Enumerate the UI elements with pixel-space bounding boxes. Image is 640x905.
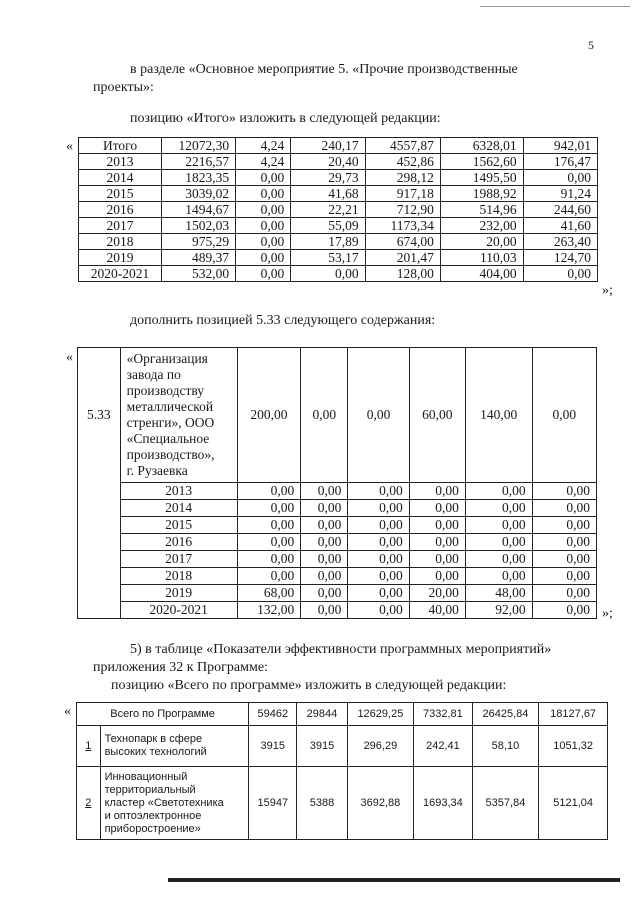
value-cell: 0,00	[409, 517, 465, 534]
value-cell: 7332,81	[414, 703, 472, 726]
row-label: 2013	[79, 154, 162, 170]
value-cell: 1173,34	[365, 218, 440, 234]
value-cell: 232,00	[440, 218, 523, 234]
value-cell: 0,00	[523, 266, 597, 282]
empty-cell	[78, 568, 121, 585]
value-cell: 176,47	[523, 154, 597, 170]
description-line: высоких технологий	[104, 746, 207, 758]
description-line: Технопарк в сфере	[104, 733, 203, 745]
value-cell: 12072,30	[162, 138, 236, 154]
value-cell: 0,00	[301, 500, 348, 517]
table-row	[79, 266, 598, 282]
value-cell: 712,90	[365, 202, 440, 218]
value-cell: 263,40	[523, 234, 597, 250]
value-cell: 29,73	[291, 170, 365, 186]
value-cell: 55,09	[291, 218, 365, 234]
empty-cell	[78, 500, 121, 517]
value-cell: 1562,60	[440, 154, 523, 170]
value-cell: 59462	[249, 703, 297, 726]
value-cell: 0,00	[348, 602, 409, 619]
value-cell: 1988,92	[440, 186, 523, 202]
value-cell: 110,03	[440, 250, 523, 266]
value-cell: 0,00	[301, 585, 348, 602]
value-cell: 1823,35	[162, 170, 236, 186]
description-line: «Организация	[126, 351, 208, 366]
row-number: 2	[77, 767, 101, 840]
value-cell: 0,00	[237, 568, 301, 585]
value-cell: 0,00	[301, 568, 348, 585]
table-row	[78, 517, 597, 534]
empty-cell	[78, 585, 121, 602]
value-cell: 489,37	[162, 250, 236, 266]
row-label: 2018	[120, 568, 237, 585]
value-cell: 3915	[249, 726, 297, 767]
value-cell: 0,00	[236, 266, 291, 282]
table-row	[78, 500, 597, 517]
table-row	[79, 186, 598, 202]
value-cell: 0,00	[532, 585, 596, 602]
value-cell: 91,24	[523, 186, 597, 202]
value-cell: 514,96	[440, 202, 523, 218]
value-cell: 132,00	[237, 602, 301, 619]
value-cell: 2216,57	[162, 154, 236, 170]
value-cell: 18127,67	[539, 703, 608, 726]
table-row	[77, 767, 608, 840]
value-cell: 0,00	[532, 568, 596, 585]
value-cell: 0,00	[348, 500, 409, 517]
value-cell: 0,00	[348, 585, 409, 602]
value-cell: 1502,03	[162, 218, 236, 234]
value-cell: 48,00	[465, 585, 532, 602]
table-row	[78, 585, 597, 602]
row-label: 2018	[79, 234, 162, 250]
table1-open-quote: «	[66, 139, 73, 154]
value-cell: 674,00	[365, 234, 440, 250]
value-cell: 41,60	[523, 218, 597, 234]
empty-cell	[78, 534, 121, 551]
value-cell: 0,00	[301, 551, 348, 568]
value-cell: 58,10	[472, 726, 539, 767]
value-cell: 0,00	[348, 568, 409, 585]
total-label: Всего по Программе	[77, 703, 249, 726]
value-cell: 3692,88	[347, 767, 414, 840]
value-cell: 22,21	[291, 202, 365, 218]
value-cell: 452,86	[365, 154, 440, 170]
table-position-5-33	[77, 347, 597, 619]
intro-line-2: проекты»:	[93, 80, 154, 95]
table-row	[79, 234, 598, 250]
table-row	[78, 534, 597, 551]
value-cell: 92,00	[465, 602, 532, 619]
section5-line-1: 5) в таблице «Показатели эффективности программных мероприятий»	[130, 642, 552, 657]
table-itogo	[78, 137, 598, 282]
value-cell: 0,00	[409, 483, 465, 500]
row-label: 2015	[79, 186, 162, 202]
table3-open-quote: «	[64, 704, 71, 719]
value-cell: 0,00	[409, 500, 465, 517]
value-cell: 0,00	[348, 534, 409, 551]
value-cell: 0,00	[236, 186, 291, 202]
value-cell: 6328,01	[440, 138, 523, 154]
table-row	[79, 202, 598, 218]
value-cell: 128,00	[365, 266, 440, 282]
value-cell: 5121,04	[539, 767, 608, 840]
description-line: территориальный	[104, 783, 196, 796]
value-cell: 0,00	[409, 551, 465, 568]
value-cell: 0,00	[236, 234, 291, 250]
value-cell: 1495,50	[440, 170, 523, 186]
value-cell: 124,70	[523, 250, 597, 266]
value-cell: 20,40	[291, 154, 365, 170]
value-cell: 0,00	[465, 517, 532, 534]
row-label: 2017	[79, 218, 162, 234]
value-cell: 5388	[297, 767, 347, 840]
table-row	[78, 551, 597, 568]
value-cell: 0,00	[465, 483, 532, 500]
table-row	[79, 250, 598, 266]
empty-cell	[78, 551, 121, 568]
value-cell: 0,00	[532, 517, 596, 534]
value-cell: 0,00	[237, 483, 301, 500]
table1-close-mark: »;	[602, 283, 613, 298]
description-line: производство»,	[126, 447, 215, 462]
description-line: г. Рузаевка	[126, 463, 188, 478]
value-cell: 3039,02	[162, 186, 236, 202]
value-cell: 0,00	[465, 500, 532, 517]
value-cell: 0,00	[465, 551, 532, 568]
description-line: Инновационный	[104, 770, 188, 783]
value-cell: 12629,25	[347, 703, 414, 726]
table-row	[77, 726, 608, 767]
row-description	[100, 726, 249, 767]
intro-line-3: позицию «Итого» изложить в следующей редакции:	[130, 111, 441, 126]
table-row	[79, 138, 598, 154]
value-cell: 942,01	[523, 138, 597, 154]
value-cell: 1494,67	[162, 202, 236, 218]
value-cell: 4,24	[236, 154, 291, 170]
value-cell: 0,00	[532, 534, 596, 551]
row-label: 2016	[120, 534, 237, 551]
empty-cell	[78, 602, 121, 619]
value-cell: 404,00	[440, 266, 523, 282]
table-row	[79, 154, 598, 170]
table-row	[79, 170, 598, 186]
table-row	[78, 568, 597, 585]
value-cell: 0,00	[301, 534, 348, 551]
value-cell: 0,00	[237, 551, 301, 568]
value-cell: 20,00	[409, 585, 465, 602]
row-label: 2017	[120, 551, 237, 568]
value-cell: 0,00	[236, 250, 291, 266]
value-cell: 41,68	[291, 186, 365, 202]
row-description	[100, 767, 249, 840]
value-cell: 242,41	[414, 726, 472, 767]
value-cell: 0,00	[301, 602, 348, 619]
value-cell: 0,00	[301, 348, 348, 483]
value-cell: 0,00	[348, 551, 409, 568]
value-cell: 0,00	[348, 348, 409, 483]
empty-cell	[78, 483, 121, 500]
value-cell: 0,00	[236, 218, 291, 234]
value-cell: 0,00	[291, 266, 365, 282]
row-label: Итого	[79, 138, 162, 154]
description-line: завода по	[126, 367, 181, 382]
value-cell: 0,00	[409, 568, 465, 585]
value-cell: 975,29	[162, 234, 236, 250]
table2-close-mark: »;	[602, 606, 613, 621]
value-cell: 201,47	[365, 250, 440, 266]
value-cell: 29844	[297, 703, 347, 726]
value-cell: 68,00	[237, 585, 301, 602]
value-cell: 1693,34	[414, 767, 472, 840]
table-row	[77, 703, 608, 726]
value-cell: 40,00	[409, 602, 465, 619]
value-cell: 0,00	[237, 534, 301, 551]
value-cell: 0,00	[236, 170, 291, 186]
value-cell: 0,00	[532, 500, 596, 517]
value-cell: 0,00	[237, 517, 301, 534]
intro-line-1: в разделе «Основное мероприятие 5. «Прочие производственные	[130, 62, 518, 77]
value-cell: 0,00	[465, 534, 532, 551]
description-line: и оптоэлектронное	[104, 809, 202, 822]
row-label: 2020-2021	[120, 602, 237, 619]
value-cell: 0,00	[409, 534, 465, 551]
empty-cell	[78, 517, 121, 534]
table-row	[78, 602, 597, 619]
position-number: 5.33	[78, 348, 121, 483]
mid-text: дополнить позицией 5.33 следующего содержания:	[130, 313, 436, 328]
value-cell: 0,00	[532, 551, 596, 568]
row-number: 1	[77, 726, 101, 767]
page-number: 5	[588, 38, 594, 52]
table-effectiveness	[76, 702, 608, 840]
value-cell: 0,00	[465, 568, 532, 585]
value-cell: 26425,84	[472, 703, 539, 726]
description-line: «Специальное	[126, 431, 210, 446]
value-cell: 0,00	[348, 517, 409, 534]
row-label: 2019	[120, 585, 237, 602]
description-line: кластер «Светотехника	[104, 796, 224, 809]
row-label: 2019	[79, 250, 162, 266]
value-cell: 244,60	[523, 202, 597, 218]
row-label: 2016	[79, 202, 162, 218]
value-cell: 0,00	[532, 348, 596, 483]
value-cell: 0,00	[237, 500, 301, 517]
table2-open-quote: «	[66, 350, 73, 365]
value-cell: 60,00	[409, 348, 465, 483]
value-cell: 917,18	[365, 186, 440, 202]
top-rule	[480, 6, 630, 7]
table-row	[78, 483, 597, 500]
value-cell: 200,00	[237, 348, 301, 483]
value-cell: 4557,87	[365, 138, 440, 154]
value-cell: 15947	[249, 767, 297, 840]
value-cell: 5357,84	[472, 767, 539, 840]
value-cell: 53,17	[291, 250, 365, 266]
row-label: 2013	[120, 483, 237, 500]
value-cell: 240,17	[291, 138, 365, 154]
value-cell: 296,29	[347, 726, 414, 767]
value-cell: 532,00	[162, 266, 236, 282]
value-cell: 0,00	[348, 483, 409, 500]
value-cell: 3915	[297, 726, 347, 767]
position-description	[120, 348, 237, 483]
value-cell: 1051,32	[539, 726, 608, 767]
description-line: стренги», ООО	[126, 415, 215, 430]
row-label: 2014	[79, 170, 162, 186]
table-row	[78, 348, 597, 483]
value-cell: 140,00	[465, 348, 532, 483]
row-label: 2014	[120, 500, 237, 517]
description-line: приборостроение»	[104, 822, 201, 835]
bottom-rule	[168, 878, 620, 882]
value-cell: 0,00	[236, 202, 291, 218]
section5-line-2: приложения 32 к Программе:	[93, 660, 268, 675]
section5-line-3: позицию «Всего по программе» изложить в следующей редакции:	[111, 678, 507, 693]
value-cell: 4,24	[236, 138, 291, 154]
value-cell: 0,00	[532, 602, 596, 619]
value-cell: 0,00	[301, 517, 348, 534]
description-line: металлической	[126, 399, 214, 414]
value-cell: 0,00	[523, 170, 597, 186]
value-cell: 0,00	[532, 483, 596, 500]
value-cell: 0,00	[301, 483, 348, 500]
value-cell: 17,89	[291, 234, 365, 250]
row-label: 2020-2021	[79, 266, 162, 282]
table-row	[79, 218, 598, 234]
value-cell: 298,12	[365, 170, 440, 186]
value-cell: 20,00	[440, 234, 523, 250]
row-label: 2015	[120, 517, 237, 534]
description-line: производству	[126, 383, 205, 398]
